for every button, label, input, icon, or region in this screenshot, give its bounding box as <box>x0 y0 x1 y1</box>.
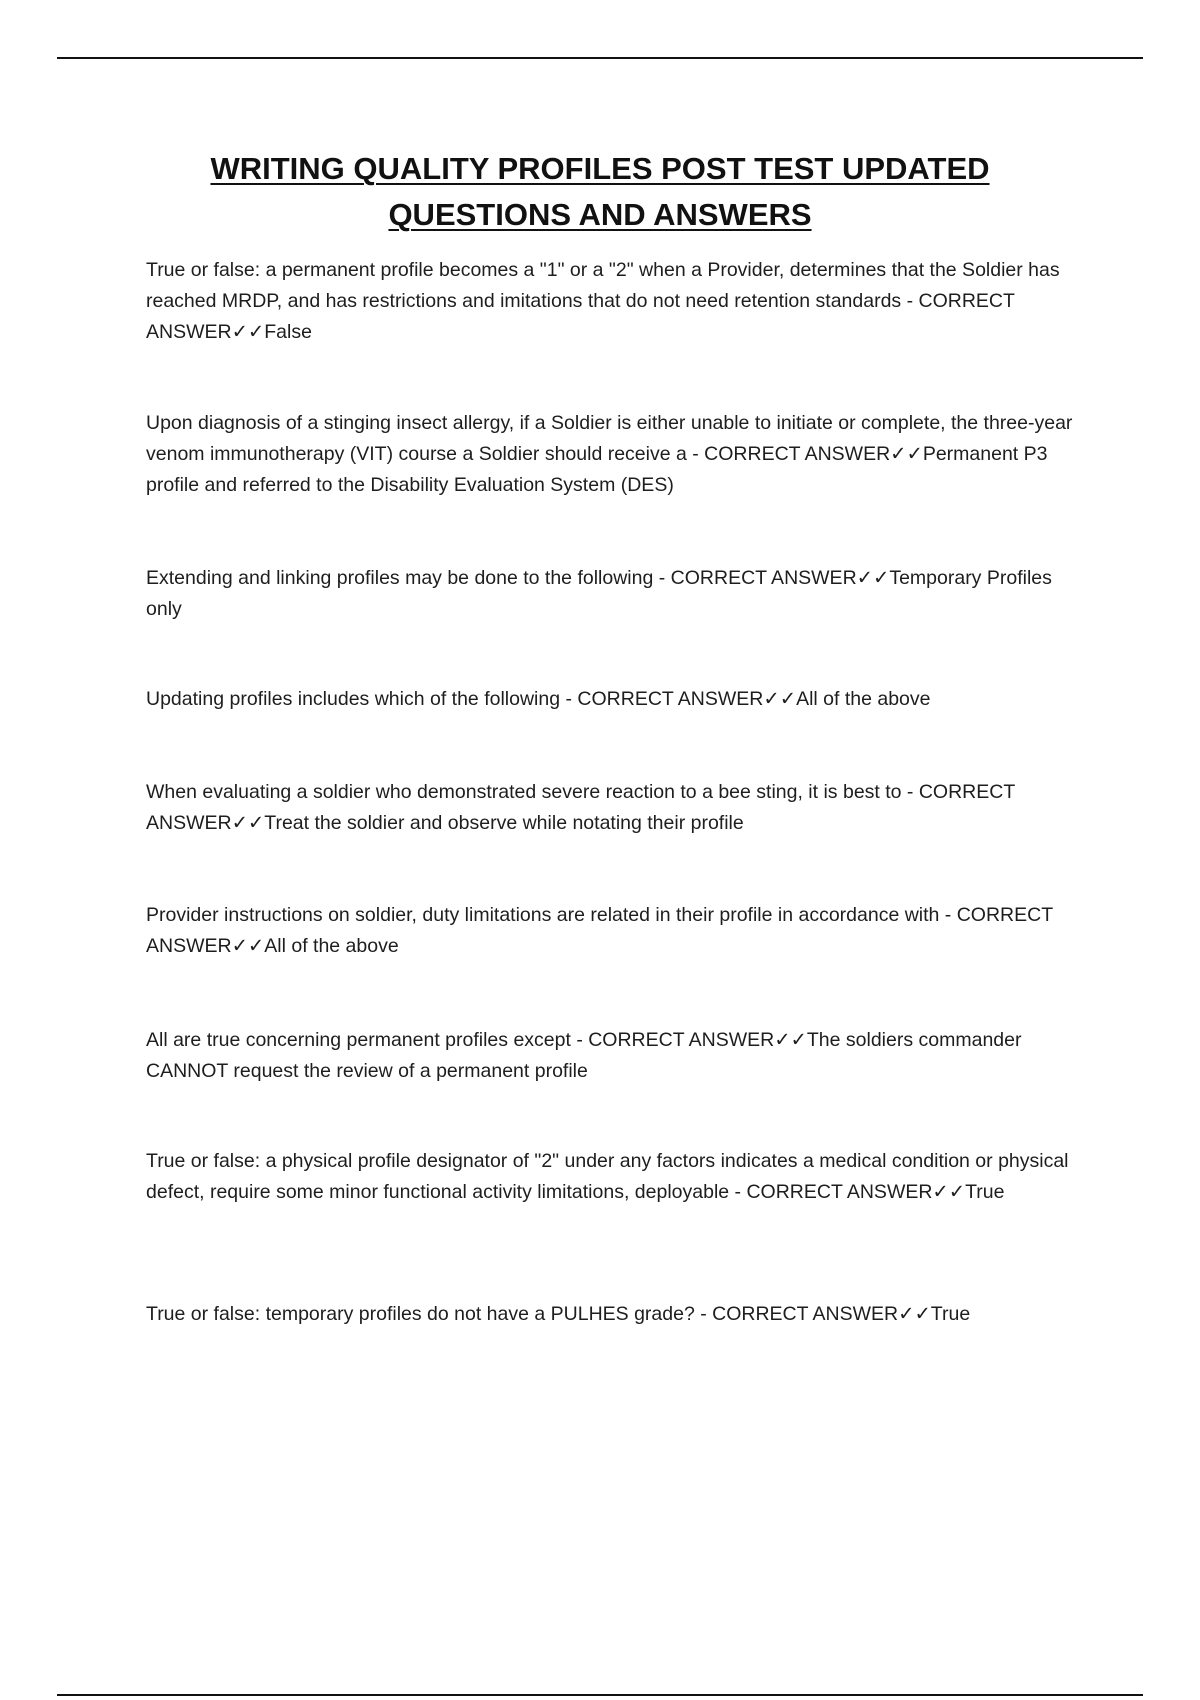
qa-item: All are true concerning permanent profiles except - CORRECT ANSWER✓✓The soldiers commander CANNOT request the review of a permanent profile <box>146 1029 1022 1082</box>
qa-item: Upon diagnosis of a stinging insect allergy, if a Soldier is either unable to initiate or complete, the three-year venom immunotherapy (VIT) course a Soldier should receive a - CORRECT ANSWER✓✓Permanent P3 profile and referred to the Disability Evaluation System (DES) <box>146 412 1073 496</box>
top-rule <box>57 57 1143 59</box>
document-title-text: WRITING QUALITY PROFILES POST TEST UPDATED QUESTIONS AND ANSWERS <box>210 151 990 232</box>
document-title <box>120 146 1080 238</box>
qa-item: True or false: a physical profile designator of "2" under any factors indicates a medical condition or physical defect, require some minor functional activity limitations, deployable - CORRECT ANSWER✓✓True <box>146 1150 1069 1203</box>
qa-item: Provider instructions on soldier, duty limitations are related in their profile in accordance with - CORRECT ANSWER✓✓All of the above <box>146 904 1053 957</box>
qa-item: Updating profiles includes which of the following - CORRECT ANSWER✓✓All of the above <box>146 688 931 710</box>
qa-item: True or false: temporary profiles do not have a PULHES grade? - CORRECT ANSWER✓✓True <box>146 1303 971 1325</box>
qa-item: Extending and linking profiles may be done to the following - CORRECT ANSWER✓✓Temporary Profiles only <box>146 567 1052 620</box>
qa-item: True or false: a permanent profile becomes a "1" or a "2" when a Provider, determines that the Soldier has reached MRDP, and has restrictions and imitations that do not need retention standards - CORRECT ANSWER✓✓False <box>146 259 1060 343</box>
qa-item: When evaluating a soldier who demonstrated severe reaction to a bee sting, it is best to - CORRECT ANSWER✓✓Treat the soldier and observe while notating their profile <box>146 781 1015 834</box>
bottom-rule <box>57 1694 1143 1696</box>
